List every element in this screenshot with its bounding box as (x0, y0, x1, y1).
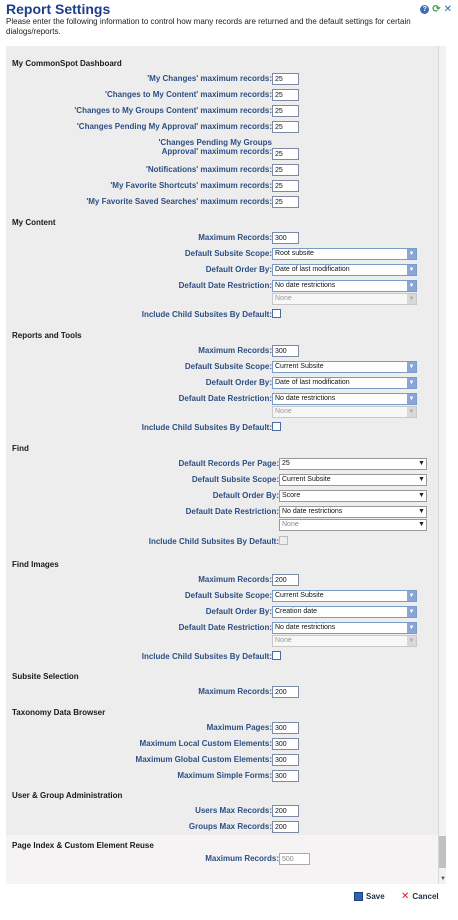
save-button[interactable] (354, 892, 385, 901)
pending-groups-approval-max-input[interactable]: 25 (272, 148, 299, 160)
field-label: Maximum Records: (198, 687, 272, 696)
section-heading-page-index: Page Index & Custom Element Reuse (12, 841, 154, 850)
chevron-down-icon: ▼ (408, 609, 415, 615)
select-value: None (275, 295, 292, 302)
field-label: 'Notifications' maximum records: (145, 165, 272, 174)
my-content-max-input[interactable]: 300 (272, 232, 299, 244)
my-content-child-checkbox[interactable] (272, 309, 281, 318)
select-value: Date of last modification (275, 379, 350, 386)
select-value: No date restrictions (275, 395, 336, 402)
find-per-page-select[interactable] (279, 458, 427, 470)
reports-child-checkbox[interactable] (272, 422, 281, 431)
section-heading-reports-tools: Reports and Tools (12, 331, 82, 340)
header-icons (420, 5, 452, 14)
field-label: Groups Max Records: (188, 822, 272, 831)
section-heading-user-group: User & Group Administration (12, 791, 123, 800)
section-heading-find-images: Find Images (12, 560, 59, 569)
find-order-select[interactable] (279, 490, 427, 502)
intro-text: Please enter the following information to control how many records are returned and the default settings for certain dialogs/reports. (6, 17, 411, 36)
chevron-down-icon: ▼ (418, 492, 425, 499)
cancel-label: Cancel (412, 892, 439, 901)
taxonomy-max-pages-input[interactable]: 300 (272, 722, 299, 734)
help-icon[interactable]: ? (420, 5, 429, 14)
scroll-down-icon[interactable]: ▼ (440, 876, 446, 882)
users-max-input[interactable]: 200 (272, 805, 299, 817)
changes-groups-content-max-input[interactable]: 25 (272, 105, 299, 117)
chevron-down-icon: ▼ (418, 460, 425, 467)
images-max-input[interactable]: 200 (272, 574, 299, 586)
field-label: Default Date Restriction: (178, 281, 272, 290)
chevron-down-icon: ▼ (408, 593, 415, 599)
pending-approval-max-input[interactable]: 25 (272, 121, 299, 133)
close-icon[interactable]: ✕ (443, 4, 452, 15)
select-value: Creation date (275, 608, 318, 615)
field-label: 'My Favorite Saved Searches' maximum records: (86, 197, 272, 206)
find-child-checkbox[interactable] (279, 536, 288, 545)
section-heading-my-content: My Content (12, 218, 56, 227)
select-value: Current Subsite (275, 592, 324, 599)
field-label: Include Child Subsites By Default: (141, 310, 272, 319)
my-content-date-sub-select (272, 293, 417, 305)
favorite-searches-max-input[interactable]: 25 (272, 196, 299, 208)
reports-scope-select[interactable] (272, 361, 417, 373)
chevron-down-icon: ▼ (408, 364, 415, 370)
page-index-max-input[interactable]: 500 (279, 853, 310, 865)
find-date-select[interactable] (279, 506, 427, 518)
select-value: None (275, 408, 292, 415)
taxonomy-max-forms-input[interactable]: 300 (272, 770, 299, 782)
chevron-down-icon: ▼ (408, 251, 415, 257)
images-scope-select[interactable] (272, 590, 417, 602)
cancel-icon: ✕ (401, 891, 410, 902)
field-label: Default Subsite Scope: (184, 591, 272, 600)
reports-date-select[interactable] (272, 393, 417, 405)
scrollbar-thumb[interactable] (439, 836, 446, 868)
field-label: 'Changes Pending My Approval' maximum records: (76, 122, 272, 131)
field-label: Include Child Subsites By Default: (148, 537, 279, 546)
subsite-max-input[interactable]: 200 (272, 686, 299, 698)
section-heading-subsite-selection: Subsite Selection (12, 672, 79, 681)
refresh-icon[interactable]: ⟳ (432, 4, 441, 15)
chevron-down-icon: ▼ (408, 625, 415, 631)
taxonomy-max-local-input[interactable]: 300 (272, 738, 299, 750)
section-heading-find: Find (12, 444, 29, 453)
images-date-sub-select (272, 635, 417, 647)
select-value: None (282, 521, 299, 528)
field-label: Maximum Local Custom Elements: (139, 739, 272, 748)
select-value: Root subsite (275, 250, 314, 257)
vertical-scrollbar[interactable] (438, 46, 446, 884)
images-date-select[interactable] (272, 622, 417, 634)
field-label: Include Child Subsites By Default: (141, 652, 272, 661)
page-title: Report Settings (6, 1, 111, 17)
select-value: Date of last modification (275, 266, 350, 273)
field-label: Default Subsite Scope: (184, 249, 272, 258)
field-label: Maximum Records: (205, 854, 279, 863)
field-label: Maximum Records: (198, 575, 272, 584)
field-label: Default Date Restriction: (185, 507, 279, 516)
field-label: 'Changes Pending My Groups Approval' maximum records: (158, 138, 272, 156)
select-value: No date restrictions (275, 624, 336, 631)
my-changes-max-input[interactable]: 25 (272, 73, 299, 85)
chevron-down-icon: ▼ (408, 380, 415, 386)
field-label: Default Records Per Page: (178, 459, 279, 468)
select-value: Current Subsite (282, 476, 331, 483)
field-label: Maximum Pages: (206, 723, 272, 732)
select-value: No date restrictions (275, 282, 336, 289)
section-heading-taxonomy: Taxonomy Data Browser (12, 708, 106, 717)
my-content-scope-select[interactable] (272, 248, 417, 260)
field-label: Maximum Global Custom Elements: (135, 755, 272, 764)
field-label: Default Subsite Scope: (184, 362, 272, 371)
dialog-footer (0, 890, 458, 914)
field-label: Default Order By: (212, 491, 279, 500)
notifications-max-input[interactable]: 25 (272, 164, 299, 176)
section-heading-dashboard: My CommonSpot Dashboard (12, 59, 122, 68)
field-label: Maximum Records: (198, 233, 272, 242)
field-label: Default Order By: (205, 265, 272, 274)
select-value: Current Subsite (275, 363, 324, 370)
field-label: Default Order By: (205, 378, 272, 387)
find-scope-select[interactable] (279, 474, 427, 486)
field-label: 'Changes to My Content' maximum records: (105, 90, 272, 99)
reports-max-input[interactable]: 300 (272, 345, 299, 357)
images-order-select[interactable] (272, 606, 417, 618)
select-value: None (275, 637, 292, 644)
field-label: Maximum Simple Forms: (177, 771, 272, 780)
groups-max-input[interactable]: 200 (272, 821, 299, 833)
chevron-down-icon: ▼ (408, 396, 415, 402)
chevron-down-icon: ▼ (408, 283, 415, 289)
chevron-down-icon: ▼ (408, 409, 415, 415)
select-value: No date restrictions (282, 508, 343, 515)
chevron-down-icon: ▼ (418, 521, 425, 528)
chevron-down-icon: ▼ (418, 476, 425, 483)
changes-my-content-max-input[interactable]: 25 (272, 89, 299, 101)
field-label: Default Date Restriction: (178, 394, 272, 403)
save-label: Save (366, 892, 385, 901)
reports-order-select[interactable] (272, 377, 417, 389)
field-label: Users Max Records: (195, 806, 272, 815)
save-icon (354, 892, 363, 901)
my-content-date-select[interactable] (272, 280, 417, 292)
select-value: 25 (282, 460, 290, 467)
taxonomy-max-global-input[interactable]: 300 (272, 754, 299, 766)
chevron-down-icon: ▼ (418, 508, 425, 515)
field-label: Default Subsite Scope: (191, 475, 279, 484)
field-label: Include Child Subsites By Default: (141, 423, 272, 432)
field-label: Default Date Restriction: (178, 623, 272, 632)
select-value: Score (282, 492, 301, 499)
field-label: Default Order By: (205, 607, 272, 616)
images-child-checkbox[interactable] (272, 651, 281, 660)
chevron-down-icon: ▼ (408, 638, 415, 644)
field-label: 'My Favorite Shortcuts' maximum records: (110, 181, 272, 190)
settings-panel (6, 46, 446, 884)
field-label: Maximum Records: (198, 346, 272, 355)
field-label: 'Changes to My Groups Content' maximum records: (74, 106, 272, 115)
find-date-sub-select[interactable] (279, 519, 427, 531)
cancel-button[interactable] (401, 892, 439, 901)
chevron-down-icon: ▼ (408, 296, 415, 302)
my-content-order-select[interactable] (272, 264, 417, 276)
reports-date-sub-select (272, 406, 417, 418)
favorite-shortcuts-max-input[interactable]: 25 (272, 180, 299, 192)
field-label: 'My Changes' maximum records: (147, 74, 272, 83)
chevron-down-icon: ▼ (408, 267, 415, 273)
